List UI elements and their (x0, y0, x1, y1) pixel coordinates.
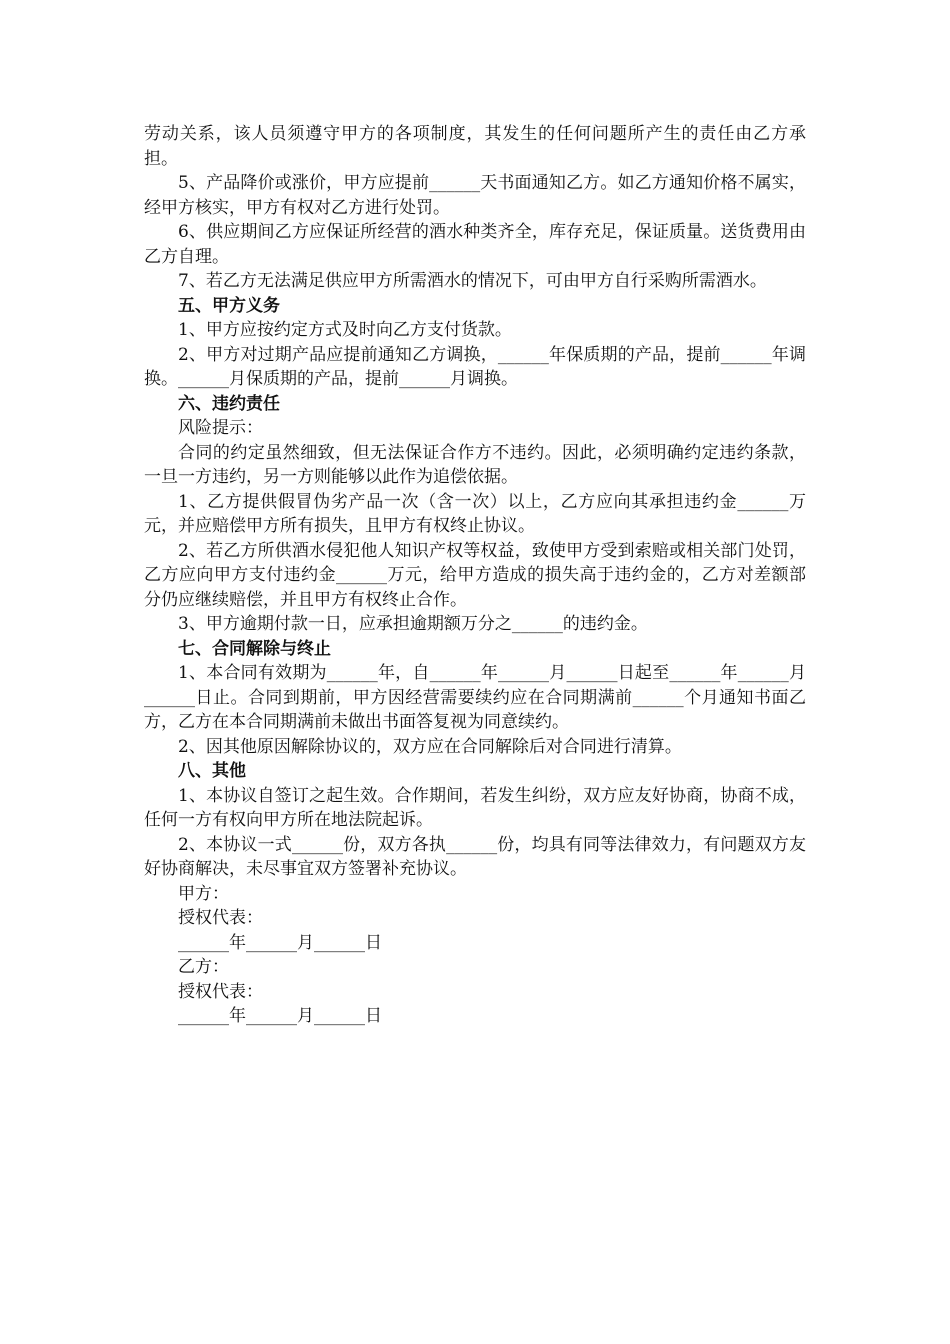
clause-4-6: 6、供应期间乙方应保证所经营的酒水种类齐全，库存充足，保证质量。送货费用由乙方自理。 (144, 222, 806, 267)
clause-8-1: 1、本协议自签订之起生效。合作期间，若发生纠纷，双方应友好协商，协商不成，任何一方有权向甲方所在地法院起诉。 (144, 785, 806, 830)
party-a-label: 甲方： (178, 883, 229, 904)
section-heading-5: 五、甲方义务 (178, 295, 280, 316)
clause-5-1: 1、甲方应按约定方式及时向乙方支付货款。 (178, 320, 512, 340)
party-b-representative: 授权代表： (178, 981, 263, 1002)
risk-tip-label: 风险提示： (178, 418, 263, 438)
clause-5-2: 2、甲方对过期产品应提前通知乙方调换，______年保质期的产品，提前______年调换。______月保质期的产品，提前______月调换。 (144, 344, 806, 389)
clause-4-5: 5、产品降价或涨价，甲方应提前______天书面通知乙方。如乙方通知价格不属实，经甲方核实，甲方有权对乙方进行处罚。 (144, 173, 806, 218)
clause-7-1: 1、本合同有效期为______年，自______年______月______日起至______年______月______日止。合同到期前，甲方因经营需要续约应在合同期满前______个月通知书面乙方，乙方在本合同期满前未做出书面答复视为同意续约。 (144, 663, 806, 732)
section-heading-7: 七、合同解除与终止 (178, 638, 331, 659)
document-page (144, 122, 806, 1029)
section-heading-6: 六、违约责任 (178, 393, 280, 414)
risk-tip-text: 合同的约定虽然细致，但无法保证合作方不违约。因此，必须明确约定违约条款，一旦一方违约，另一方则能够以此作为追偿依据。 (144, 442, 806, 487)
party-a-representative: 授权代表： (178, 908, 263, 928)
clause-8-2: 2、本协议一式______份，双方各执______份，均具有同等法律效力，有问题双方友好协商解决，未尽事宜双方签署补充协议。 (144, 834, 806, 879)
party-a-date: ______年______月______日 (178, 932, 382, 953)
paragraph-continuation: 劳动关系，该人员须遵守甲方的各项制度，其发生的任何问题所产生的责任由乙方承担。 (144, 124, 806, 169)
party-b-label: 乙方： (178, 957, 229, 977)
clause-4-7: 7、若乙方无法满足供应甲方所需酒水的情况下，可由甲方自行采购所需酒水。 (178, 271, 767, 291)
clause-7-2: 2、因其他原因解除协议的，双方应在合同解除后对合同进行清算。 (178, 736, 682, 757)
section-heading-8: 八、其他 (178, 761, 246, 781)
party-b-date: ______年______月______日 (178, 1006, 382, 1026)
clause-6-3: 3、甲方逾期付款一日，应承担逾期额万分之______的违约金。 (178, 614, 648, 634)
clause-6-1: 1、乙方提供假冒伪劣产品一次（含一次）以上，乙方应向其承担违约金______万元，并应赔偿甲方所有损失，且甲方有权终止协议。 (144, 491, 806, 536)
clause-6-2: 2、若乙方所供酒水侵犯他人知识产权等权益，致使甲方受到索赔或相关部门处罚，乙方应向甲方支付违约金______万元，给甲方造成的损失高于违约金的，乙方对差额部分仍应继续赔偿，并且甲方有权终止合作。 (144, 540, 806, 610)
